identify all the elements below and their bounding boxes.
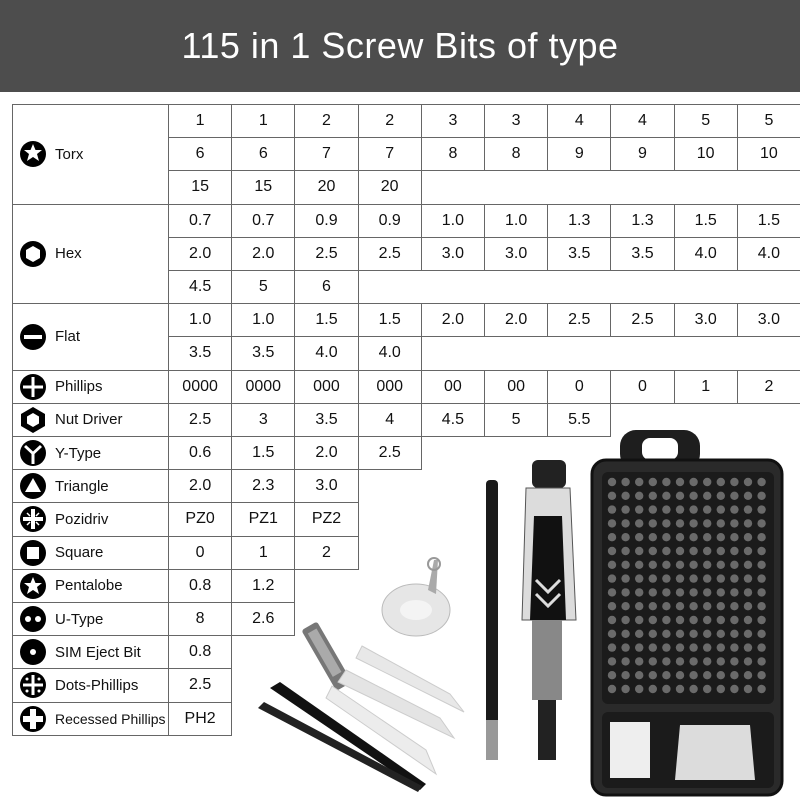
dots-phillips-icon	[19, 671, 47, 699]
bit-case-image	[592, 430, 782, 795]
size-cell: 0.7	[168, 204, 232, 238]
row-label-text: Phillips	[55, 378, 103, 396]
size-cell: 5	[231, 270, 295, 304]
size-cell: 2.0	[421, 303, 485, 337]
square-icon	[19, 539, 47, 567]
size-cell: 4.0	[674, 237, 738, 271]
size-cell: 3	[484, 104, 548, 138]
size-cell: 1.5	[231, 436, 295, 470]
row-label-y-type	[12, 436, 169, 470]
size-cell: PH2	[168, 702, 232, 736]
pry-tools-image	[326, 646, 464, 774]
size-cell: 3.0	[294, 469, 358, 503]
size-cell: 4.0	[358, 336, 422, 370]
size-cell: 1.5	[674, 204, 738, 238]
row-label-phillips	[12, 370, 169, 404]
size-cell: 3	[231, 403, 295, 437]
size-cell: 15	[231, 170, 295, 204]
size-cell: 20	[294, 170, 358, 204]
size-cell: 0.7	[231, 204, 295, 238]
size-cell: 3.0	[737, 303, 800, 337]
size-cell: 2.5	[294, 237, 358, 271]
size-cell: 4.0	[294, 336, 358, 370]
size-cell: 2.5	[168, 403, 232, 437]
size-cell: 0000	[168, 370, 232, 404]
pentalobe-icon	[19, 572, 47, 600]
row-label-text: Pentalobe	[55, 577, 123, 595]
row-label-sim-eject	[12, 635, 169, 669]
size-cell: 1	[168, 104, 232, 138]
size-cell: 2.0	[484, 303, 548, 337]
size-cell: 3.5	[547, 237, 611, 271]
row-label-text: SIM Eject Bit	[55, 643, 141, 661]
row-label-text: Triangle	[55, 477, 109, 495]
size-cell: 000	[294, 370, 358, 404]
row-label-nut-driver	[12, 403, 169, 437]
size-cell: 3.5	[294, 403, 358, 437]
phillips-icon	[19, 373, 47, 401]
size-cell: 2.6	[231, 602, 295, 636]
row-label-pentalobe	[12, 569, 169, 603]
size-cell: 8	[421, 137, 485, 171]
row-label-u-type	[12, 602, 169, 636]
size-cell: 2.5	[610, 303, 674, 337]
size-cell: 9	[547, 137, 611, 171]
row-label-dots-phillips	[12, 668, 169, 702]
size-cell: 4.5	[421, 403, 485, 437]
row-label-text: Recessed Phillips	[55, 710, 166, 727]
size-cell: 6	[168, 137, 232, 171]
size-cell: 4.0	[737, 237, 800, 271]
size-cell: 0	[547, 370, 611, 404]
size-cell: 10	[674, 137, 738, 171]
size-cell: 3.0	[674, 303, 738, 337]
size-cell: 2.5	[547, 303, 611, 337]
size-cell: 1.0	[484, 204, 548, 238]
size-cell: 1.5	[294, 303, 358, 337]
size-cell: 0	[610, 370, 674, 404]
size-cell: 3.0	[484, 237, 548, 271]
size-cell: 10	[737, 137, 800, 171]
row-label-torx	[12, 104, 169, 205]
size-cell: 00	[484, 370, 548, 404]
row-label-text: U-Type	[55, 610, 104, 628]
size-cell: 0.8	[168, 635, 232, 669]
size-cell: 2	[358, 104, 422, 138]
size-cell: 4.5	[168, 270, 232, 304]
product-photo	[250, 420, 800, 800]
size-cell: 5	[737, 104, 800, 138]
row-label-text: Y-Type	[55, 444, 102, 462]
size-cell: 7	[294, 137, 358, 171]
size-cell: 2.5	[358, 436, 422, 470]
torx-icon	[19, 140, 47, 168]
u-type-icon	[19, 605, 47, 633]
size-cell: 0000	[231, 370, 295, 404]
size-cell: 9	[610, 137, 674, 171]
size-cell: 1.0	[168, 303, 232, 337]
triangle-icon	[19, 472, 47, 500]
row-label-pozidriv	[12, 502, 169, 536]
hex-icon	[19, 240, 47, 268]
row-label-text: Nut Driver	[55, 411, 123, 429]
size-cell: 5.5	[547, 403, 611, 437]
size-cell: 1	[231, 536, 295, 570]
row-label-text: Hex	[55, 245, 82, 263]
screwdriver-image	[522, 460, 576, 760]
size-cell: 15	[168, 170, 232, 204]
y-type-icon	[19, 439, 47, 467]
size-cell: PZ0	[168, 502, 232, 536]
row-label-hex	[12, 204, 169, 305]
size-cell: 1.3	[610, 204, 674, 238]
size-cell: 000	[358, 370, 422, 404]
flex-shaft-image	[486, 480, 498, 760]
row-label-text: Pozidriv	[55, 510, 109, 528]
row-label-text: Dots-Phillips	[55, 676, 139, 694]
size-cell: 5	[484, 403, 548, 437]
size-cell: 3	[421, 104, 485, 138]
page-title: 115 in 1 Screw Bits of type	[181, 25, 619, 66]
nut-driver-icon	[19, 406, 47, 434]
size-cell: 1.0	[421, 204, 485, 238]
size-cell: 2.0	[294, 436, 358, 470]
size-cell: 2.0	[168, 237, 232, 271]
size-cell: 7	[358, 137, 422, 171]
size-cell: 2.5	[168, 668, 232, 702]
size-cell: 0.9	[358, 204, 422, 238]
size-cell: 0	[168, 536, 232, 570]
row-label-text: Square	[55, 544, 104, 562]
size-cell: 4	[547, 104, 611, 138]
row-label-text: Torx	[55, 145, 84, 163]
title-banner	[0, 0, 800, 92]
flat-icon	[19, 323, 47, 351]
row-label-flat	[12, 303, 169, 370]
recessed-phillips-icon	[19, 705, 47, 733]
size-cell: 1.3	[547, 204, 611, 238]
size-cell: 6	[294, 270, 358, 304]
size-cell: 2.5	[358, 237, 422, 271]
size-cell: 1.5	[358, 303, 422, 337]
size-cell: 8	[484, 137, 548, 171]
suction-cup-image	[382, 558, 450, 636]
size-cell: 3.5	[231, 336, 295, 370]
row-label-text: Flat	[55, 328, 81, 346]
size-cell: 0.6	[168, 436, 232, 470]
size-cell: 4	[358, 403, 422, 437]
size-cell: 3.5	[610, 237, 674, 271]
size-cell: 1	[674, 370, 738, 404]
size-cell: 00	[421, 370, 485, 404]
size-cell: 3.0	[421, 237, 485, 271]
size-cell: 2	[737, 370, 800, 404]
size-cell: 2.3	[231, 469, 295, 503]
size-cell: 1.0	[231, 303, 295, 337]
size-cell: 4	[610, 104, 674, 138]
size-cell: 6	[231, 137, 295, 171]
sim-eject-icon	[19, 638, 47, 666]
size-cell: 0.9	[294, 204, 358, 238]
size-cell: 2	[294, 104, 358, 138]
size-cell: 2.0	[168, 469, 232, 503]
size-cell: 2.0	[231, 237, 295, 271]
size-cell: 3.5	[168, 336, 232, 370]
size-cell: 0.8	[168, 569, 232, 603]
size-cell: 2	[294, 536, 358, 570]
row-label-triangle	[12, 469, 169, 503]
row-label-recessed-phillips	[12, 702, 169, 736]
size-cell: PZ1	[231, 502, 295, 536]
pozidriv-icon	[19, 505, 47, 533]
size-cell: 1	[231, 104, 295, 138]
size-cell: 1.5	[737, 204, 800, 238]
size-cell: 5	[674, 104, 738, 138]
size-cell: 8	[168, 602, 232, 636]
size-cell: PZ2	[294, 502, 358, 536]
size-cell: 20	[358, 170, 422, 204]
row-label-square	[12, 536, 169, 570]
size-cell: 1.2	[231, 569, 295, 603]
